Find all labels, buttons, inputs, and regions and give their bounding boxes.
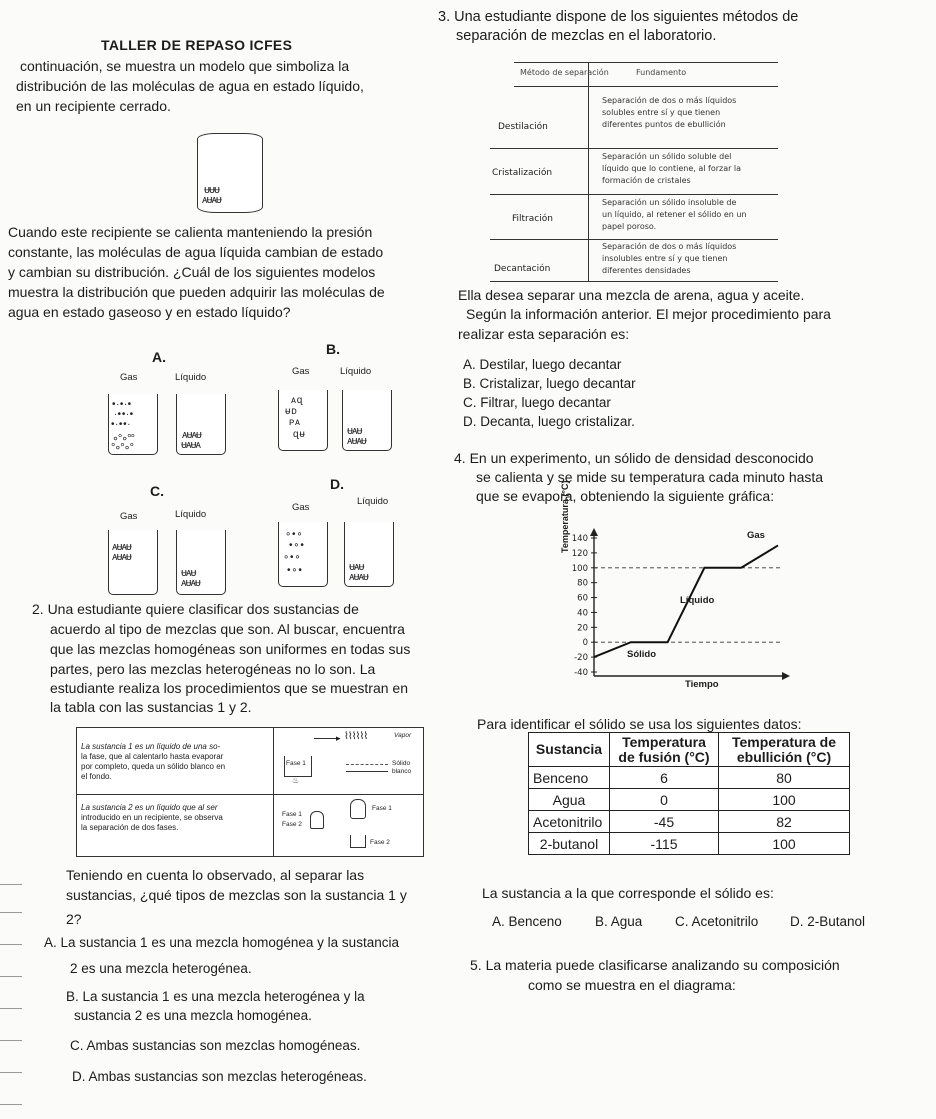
q2-text-line3: que las mezclas homogéneas son uniformes en todas sus bbox=[50, 641, 411, 657]
q1-prompt-line4: muestra la distribución que pueden adquirir las moléculas de bbox=[8, 284, 385, 300]
q3-prompt-line1: Ella desea separar una mezcla de arena, agua y aceite. bbox=[458, 287, 805, 303]
q4-text-line2: se calienta y se mide su temperatura cada minuto hasta bbox=[476, 469, 824, 485]
closed-container-model bbox=[197, 133, 263, 213]
chart-xlabel: Tiempo bbox=[685, 679, 719, 690]
cell-boiling: 100 bbox=[719, 789, 850, 811]
cell-boiling: 100 bbox=[719, 833, 850, 855]
col-header-fusion: Temperatura de fusión (°C) bbox=[610, 733, 719, 767]
y-tick-label: 140 bbox=[571, 534, 588, 544]
gas-dots-icon: • ∘ • bbox=[289, 540, 303, 551]
water-molecules-icon: ᴀᵾᴀᵾ bbox=[349, 571, 368, 583]
substances-table bbox=[528, 732, 850, 855]
fase1c-label: Fase 1 bbox=[372, 805, 392, 812]
gas-dots-icon: ∘ • ∘ bbox=[283, 552, 300, 563]
water-molecules-icon: ᵾᴀᵾ bbox=[181, 567, 196, 579]
q3-prompt-line3: realizar esta separación es: bbox=[458, 326, 630, 342]
y-tick-label: 0 bbox=[582, 638, 588, 649]
heating-curve-chart bbox=[556, 526, 796, 690]
cell-substance: Benceno bbox=[529, 767, 610, 789]
q1-intro-line1: continuación, se muestra un modelo que simboliza la bbox=[20, 58, 350, 74]
fase2-label: Fase 2 bbox=[282, 821, 302, 828]
option-d-liquid-beaker bbox=[344, 522, 394, 587]
table-row bbox=[529, 811, 850, 833]
q4-answer-b[interactable]: B. Agua bbox=[595, 914, 643, 929]
basis-filtracion-2: un líquido, al retener el sólido en un bbox=[602, 210, 747, 219]
chart-ylabel: Temperatura (°C) bbox=[560, 480, 570, 553]
gas-dots-icon: • ∘ • bbox=[287, 565, 301, 576]
water-molecules-icon: ᵾᵾᵾ bbox=[204, 184, 220, 196]
row1-line4: el fondo. bbox=[81, 772, 112, 781]
y-tick-label: 120 bbox=[571, 548, 588, 559]
table-rule bbox=[490, 148, 778, 149]
water-molecules-icon: ᴀᵾᴀᵾ bbox=[181, 577, 200, 589]
basis-filtracion-1: Separación un sólido insoluble de bbox=[602, 198, 737, 207]
gas-dots-icon: • ∙ • • ∙ bbox=[111, 419, 130, 430]
decantation-diagram bbox=[274, 795, 423, 856]
q4-answer-c[interactable]: C. Acetonitrilo bbox=[675, 914, 759, 929]
table-rule bbox=[490, 281, 778, 282]
y-tick-label: -20 bbox=[574, 653, 588, 664]
chart-annotation-solido: Sólido bbox=[627, 649, 657, 660]
y-tick-label: 60 bbox=[577, 593, 588, 604]
option-c-gas-beaker bbox=[108, 530, 158, 595]
q1-intro-line3: en un recipiente cerrado. bbox=[16, 98, 171, 114]
water-molecules-icon: ᴀᵾᴀᵾ bbox=[182, 429, 201, 441]
q1-prompt-line3: y cambian su distribución. ¿Cuál de los siguientes modelos bbox=[8, 264, 376, 280]
method-filtracion: Filtración bbox=[512, 214, 553, 224]
q2-text-line1: 2. Una estudiante quiere clasificar dos sustancias de bbox=[32, 601, 359, 617]
option-b-gas-beaker bbox=[278, 390, 328, 451]
water-molecules-icon: ᴀᵾᴀᵾ bbox=[112, 551, 131, 563]
option-c-letter[interactable]: C. bbox=[150, 483, 164, 499]
table-rule bbox=[490, 194, 778, 195]
chart-annotation-liquido: Líquido bbox=[680, 595, 715, 606]
option-b-letter[interactable]: B. bbox=[326, 341, 340, 357]
option-d-gas-label: Gas bbox=[292, 502, 310, 513]
q4-answer-d[interactable]: D. 2-Butanol bbox=[790, 914, 866, 929]
row2-line3: la separación de dos fases. bbox=[81, 823, 179, 832]
margin-rule bbox=[0, 976, 22, 977]
page-title: TALLER DE REPASO ICFES bbox=[101, 37, 293, 53]
q4-text-line3: que se evapora, obteniendo la siguiente gráfica: bbox=[476, 488, 775, 504]
table-row bbox=[529, 767, 850, 789]
solido-label: Sólido bbox=[392, 760, 411, 767]
table-rule bbox=[514, 62, 778, 63]
cell-substance: 2-butanol bbox=[529, 833, 610, 855]
option-c-liquid-label: Líquido bbox=[175, 509, 207, 520]
methods-header-basis: Fundamento bbox=[636, 68, 687, 77]
q2-answer-a-cont: 2 es una mezcla heterogénea. bbox=[70, 961, 252, 976]
q3-answer-a[interactable]: A. Destilar, luego decantar bbox=[463, 357, 622, 372]
bubbles-icon: °∘°∘° bbox=[111, 442, 133, 454]
cell-boiling: 82 bbox=[719, 811, 850, 833]
q2-answer-a[interactable]: A. La sustancia 1 es una mezcla homogénea y la sustancia bbox=[44, 935, 399, 950]
water-molecules-icon: ɋ ᵾ bbox=[293, 429, 304, 440]
q3-intro-line2: separación de mezclas en el laboratorio. bbox=[456, 28, 717, 44]
option-a-liquid-beaker bbox=[176, 394, 226, 455]
margin-rule bbox=[0, 1040, 22, 1041]
procedures-row1-text bbox=[77, 728, 274, 795]
option-c-gas-label: Gas bbox=[120, 511, 138, 522]
option-d-gas-beaker bbox=[278, 522, 328, 587]
table-row bbox=[529, 789, 850, 811]
methods-header-method: Método de separación bbox=[520, 68, 609, 77]
gas-dots-icon: • ∙ • ∙ • bbox=[112, 399, 131, 410]
vapor-icon: ⌇⌇⌇⌇⌇⌇ bbox=[344, 731, 368, 742]
row1-line1: La sustancia 1 es un líquido de una so- bbox=[81, 742, 221, 751]
basis-destilacion-3: diferentes puntos de ebullición bbox=[602, 120, 726, 129]
blanco-label: blanco bbox=[392, 768, 412, 775]
vapor-label: Vapor bbox=[394, 732, 412, 739]
option-a-liquid-label: Líquido bbox=[175, 372, 207, 383]
margin-rule bbox=[0, 1008, 22, 1009]
option-d-liquid-label: Líquido bbox=[357, 496, 389, 507]
gas-dots-icon: ∙ • • ∙ • bbox=[114, 409, 133, 420]
cell-fusion: 0 bbox=[610, 789, 719, 811]
q5-text-line1: 5. La materia puede clasificarse analizando su composición bbox=[470, 957, 840, 973]
option-a-letter[interactable]: A. bbox=[152, 349, 166, 365]
water-molecules-icon: ᴀᵾᴀᵾ bbox=[347, 435, 366, 447]
basis-decantacion-2: insolubles entre sí y que tienen bbox=[602, 254, 728, 263]
q2-answer-c[interactable]: C. Ambas sustancias son mezclas homogéneas. bbox=[70, 1038, 361, 1053]
water-molecules-icon: ᵾᴀᵾ bbox=[347, 425, 362, 437]
table-row bbox=[529, 833, 850, 855]
q3-answer-d[interactable]: D. Decanta, luego cristalizar. bbox=[463, 414, 635, 429]
water-molecules-icon: ᵾ ᴅ bbox=[285, 406, 296, 417]
flame-icon: ♨ bbox=[292, 776, 300, 785]
water-molecules-icon: ᵾᴀᵾᴀ bbox=[181, 439, 200, 451]
option-b-liquid-beaker bbox=[342, 390, 392, 451]
solid-residue-icon bbox=[346, 764, 388, 772]
water-molecules-icon: ᴀᵾᴀᵾ bbox=[112, 541, 131, 553]
water-molecules-icon: ᵾᴀᵾ bbox=[349, 561, 364, 573]
cell-fusion: -45 bbox=[610, 811, 719, 833]
col-header-sustancia: Sustancia bbox=[529, 733, 610, 767]
y-tick-label: 100 bbox=[571, 563, 588, 574]
col-header-ebullicion: Temperatura de ebullición (°C) bbox=[719, 733, 850, 767]
option-c-liquid-beaker bbox=[176, 530, 226, 595]
y-tick-label: 80 bbox=[577, 578, 588, 589]
q2-question-line2: sustancias, ¿qué tipos de mezclas son la sustancia 1 y bbox=[66, 887, 407, 903]
option-a-gas-beaker bbox=[108, 394, 158, 455]
methods-table bbox=[490, 62, 780, 282]
fase1b-label: Fase 1 bbox=[282, 811, 302, 818]
chart-annotation-gas: Gas bbox=[747, 530, 765, 541]
table-rule bbox=[514, 86, 778, 87]
margin-rule bbox=[0, 912, 22, 913]
margin-rule bbox=[0, 1072, 22, 1073]
q1-prompt-line2: constante, las moléculas de agua líquida cambian de estado bbox=[8, 244, 384, 260]
row1-line2: la fase, que al calentarlo hasta evaporar bbox=[81, 752, 224, 761]
method-destilacion: Destilación bbox=[498, 122, 548, 132]
margin-rule bbox=[0, 1104, 22, 1105]
bubbles-icon: ∘°∘°° bbox=[112, 433, 134, 445]
y-axis-arrow-icon bbox=[590, 528, 598, 536]
option-b-liquid-label: Líquido bbox=[340, 366, 372, 377]
y-tick-label: 40 bbox=[577, 608, 588, 619]
option-a-gas-label: Gas bbox=[120, 372, 138, 383]
margin-rule bbox=[0, 944, 22, 945]
cell-fusion: 6 bbox=[610, 767, 719, 789]
procedures-table bbox=[76, 727, 424, 857]
q4-text-line1: 4. En un experimento, un sólido de densidad desconocido bbox=[454, 450, 814, 466]
y-tick-label: 20 bbox=[577, 623, 588, 634]
water-molecules-icon: ᴘ ᴀ bbox=[289, 417, 299, 428]
evaporation-diagram bbox=[274, 728, 423, 795]
q3-intro-line1: 3. Una estudiante dispone de los siguientes métodos de bbox=[438, 9, 799, 25]
q2-answer-b[interactable]: B. La sustancia 1 es una mezcla heterogénea y la bbox=[66, 989, 365, 1004]
fase1-label: Fase 1 bbox=[286, 760, 306, 767]
cell-substance: Agua bbox=[529, 789, 610, 811]
q4-answer-a[interactable]: A. Benceno bbox=[492, 914, 562, 929]
cell-boiling: 80 bbox=[719, 767, 850, 789]
q3-prompt-line2: Según la información anterior. El mejor procedimiento para bbox=[466, 306, 831, 322]
basis-destilacion-1: Separación de dos o más líquidos bbox=[602, 96, 737, 105]
q2-text-line6: la tabla con las sustancias 1 y 2. bbox=[50, 699, 252, 715]
method-cristalizacion: Cristalización bbox=[492, 168, 553, 178]
beaker-icon bbox=[350, 835, 366, 848]
margin-rule bbox=[0, 884, 22, 885]
basis-destilacion-2: solubles entre sí y que tienen bbox=[602, 108, 721, 117]
row1-line3: por completo, queda un sólido blanco en bbox=[81, 762, 226, 771]
row2-line2: introducido en un recipiente, se observa bbox=[81, 813, 223, 822]
arrow-right-icon: ▸ bbox=[336, 733, 341, 743]
method-decantacion: Decantación bbox=[494, 264, 551, 274]
basis-cristalizacion-2: líquido que lo contiene, al forzar la bbox=[602, 164, 742, 173]
basis-filtracion-3: papel poroso. bbox=[602, 222, 657, 231]
gas-dots-icon: ∘ • ∘ bbox=[285, 529, 302, 540]
x-axis-arrow-icon bbox=[782, 672, 790, 680]
basis-cristalizacion-1: Separación un sólido soluble del bbox=[602, 152, 732, 161]
option-d-letter[interactable]: D. bbox=[330, 476, 344, 492]
basis-cristalizacion-3: formación de cristales bbox=[602, 176, 691, 185]
q3-answer-c[interactable]: C. Filtrar, luego decantar bbox=[463, 395, 611, 410]
row2-line1: La sustancia 2 es un líquido que al ser bbox=[81, 803, 218, 812]
cell-fusion: -115 bbox=[610, 833, 719, 855]
q1-prompt-line1: Cuando este recipiente se calienta manteniendo la presión bbox=[8, 224, 373, 240]
table-rule bbox=[490, 239, 778, 240]
separating-funnel-icon bbox=[350, 799, 366, 819]
table-divider bbox=[588, 62, 589, 282]
fase2b-label: Fase 2 bbox=[370, 839, 390, 846]
y-tick-label: -40 bbox=[574, 668, 588, 678]
procedures-row2-text bbox=[77, 795, 274, 856]
cell-substance: Acetonitrilo bbox=[529, 811, 610, 833]
q4-prompt: Para identificar el sólido se usa los siguientes datos: bbox=[477, 716, 802, 732]
q1-prompt-line5: agua en estado gaseoso y en estado líquido? bbox=[8, 304, 291, 320]
water-molecules-icon: ᴀᵾᴀᵾ bbox=[202, 194, 221, 206]
funnel-icon bbox=[310, 811, 324, 829]
basis-decantacion-3: diferentes densidades bbox=[602, 266, 691, 275]
chart-ticks bbox=[572, 534, 597, 678]
q1-intro-line2: distribución de las moléculas de agua en estado líquido, bbox=[16, 78, 364, 94]
q2-answer-b-cont: sustancia 2 es una mezcla homogénea. bbox=[74, 1008, 312, 1023]
q2-question-line3: 2? bbox=[66, 911, 82, 927]
q2-text-line4: partes, pero las mezclas heterogéneas no lo son. La bbox=[50, 661, 376, 677]
q2-answer-d[interactable]: D. Ambas sustancias son mezclas heterogéneas. bbox=[72, 1069, 367, 1084]
q2-text-line5: estudiante realiza los procedimientos que se muestran en bbox=[50, 680, 408, 696]
q3-answer-b[interactable]: B. Cristalizar, luego decantar bbox=[463, 376, 636, 391]
option-b-gas-label: Gas bbox=[292, 366, 310, 377]
basis-decantacion-1: Separación de dos o más líquidos bbox=[602, 242, 737, 251]
q5-text-line2: como se muestra en el diagrama: bbox=[528, 977, 736, 993]
q2-question-line1: Teniendo en cuenta lo observado, al separar las bbox=[66, 867, 365, 883]
q4-question: La sustancia a la que corresponde el sólido es: bbox=[482, 885, 774, 901]
water-molecules-icon: ᴀ ɋ bbox=[291, 395, 302, 406]
q2-text-line2: acuerdo al tipo de mezclas que son. Al buscar, encuentra bbox=[50, 621, 405, 637]
